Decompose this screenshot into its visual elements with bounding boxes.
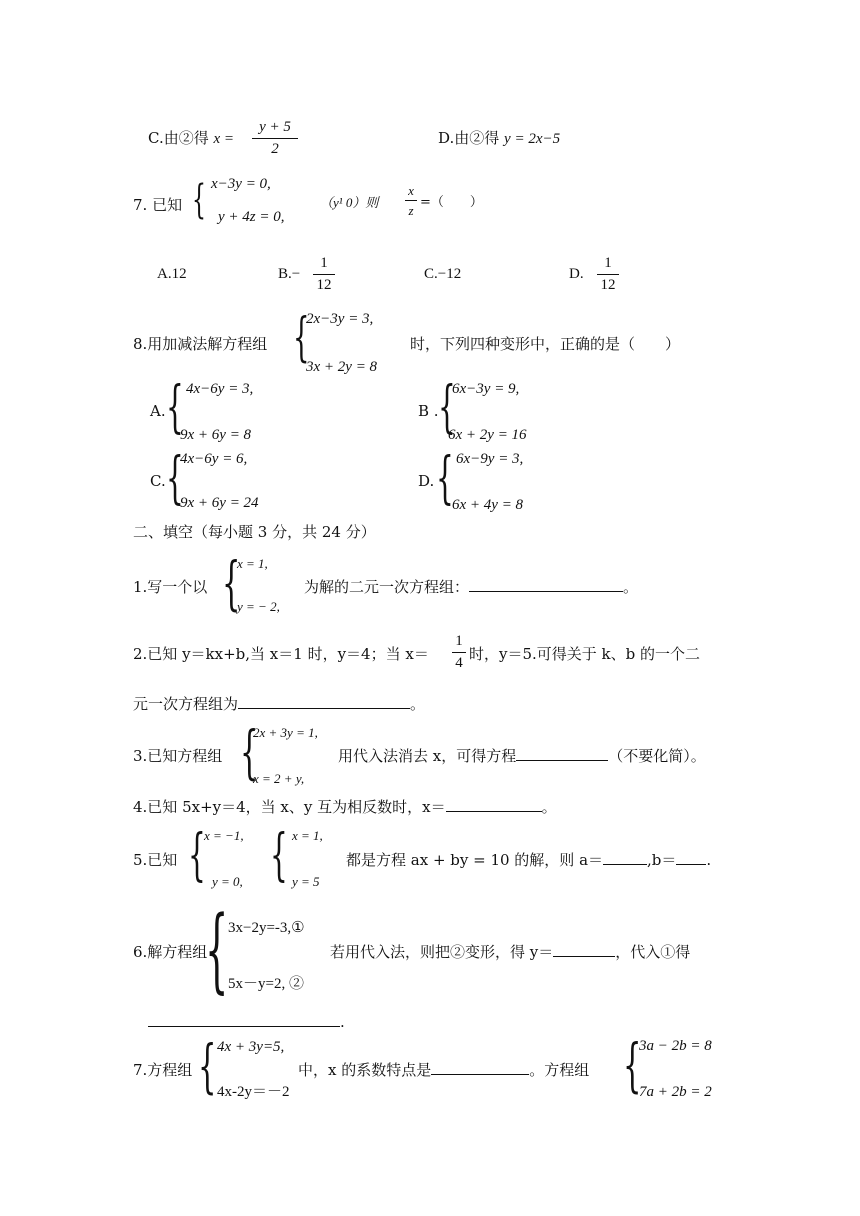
fraction-denominator: 12 — [316, 277, 332, 293]
f6-line2 — [148, 1015, 345, 1030]
fraction-denominator: 2 — [271, 141, 279, 157]
q7-option-c: C.−12 — [424, 266, 462, 282]
f3-eq1: 2x + 3y = 1, — [253, 725, 318, 740]
fraction-numerator: y + 5 — [259, 119, 291, 135]
f5-set1-eq2: y = 0, — [212, 874, 243, 889]
f5-a-blank[interactable] — [603, 864, 647, 865]
q8-option-c-eq1: 4x−6y = 6, — [180, 451, 248, 467]
q7-condition: （y¹ 0）则 — [320, 195, 379, 210]
q6-option-c-prefix: C.由②得 — [148, 129, 209, 147]
f7-tail: 中，x 的系数特点是 — [298, 1061, 432, 1079]
fraction-denominator: 4 — [455, 655, 463, 671]
fraction-numerator: x — [408, 183, 414, 198]
left-brace-icon: { — [166, 375, 184, 440]
f5-label: 5.已知 — [133, 851, 178, 869]
f2-line2-text: 元一次方程组为 — [133, 695, 239, 713]
f5-end: . — [706, 851, 712, 869]
f7-eq2: 4x-2y＝－2 — [217, 1084, 290, 1100]
f2-end: 。 — [410, 695, 426, 713]
f2-text1: 2.已知 y＝kx+b,当 x＝1 时，y＝4；当 x＝ — [133, 645, 429, 663]
left-brace-icon: { — [436, 446, 454, 511]
q6-option-c-lhs: x = — [213, 131, 235, 147]
left-brace-icon: { — [623, 1031, 642, 1099]
q7-option-d-prefix: D. — [569, 266, 584, 282]
left-brace-icon: { — [293, 308, 310, 368]
f6-tail2: ，代入①得 — [615, 943, 691, 961]
left-brace-icon: { — [205, 896, 229, 1003]
q8-option-a-eq1: 4x−6y = 3, — [186, 381, 254, 397]
f5-set2-eq1: x = 1, — [292, 828, 323, 843]
f5-set1-eq1: x = −1, — [204, 828, 244, 843]
fraction-denominator: z — [408, 203, 414, 218]
fraction-numerator: 1 — [604, 255, 612, 271]
f1-tail: 为解的二元一次方程组： — [304, 578, 470, 596]
f4-text: 4.已知 5x+y＝4，当 x、y 互为相反数时，x＝ — [133, 798, 446, 816]
f5-mid: ,b＝ — [647, 851, 677, 869]
f6-text — [330, 945, 690, 960]
q6-option-d-prefix: D.由②得 — [438, 129, 500, 147]
f3-end: （不要化简）。 — [608, 747, 706, 765]
f2-line2 — [133, 697, 425, 712]
q8-label: 8.用加减法解方程组 — [133, 335, 268, 353]
f6-eq2: 5x－y=2, ② — [228, 976, 304, 992]
q6-option-c — [148, 131, 234, 147]
f3-tail: 用代入法消去 x，可得方程 — [338, 747, 517, 765]
left-brace-icon: { — [270, 823, 288, 888]
f1-eq2: y = − 2, — [237, 599, 280, 614]
q8-option-a-label: A. — [150, 402, 166, 420]
q7-label: 7. 已知 — [133, 196, 183, 214]
left-brace-icon: { — [222, 549, 241, 617]
left-brace-icon: { — [188, 823, 206, 888]
q8-option-b-label: B . — [418, 402, 439, 420]
fraction-denominator: 12 — [600, 277, 616, 293]
q8-eq1: 2x−3y = 3, — [306, 311, 374, 327]
q7-option-d-fraction — [597, 256, 619, 293]
f7-right-eq1: 3a − 2b = 8 — [639, 1038, 712, 1054]
f1-label: 1.写一个以 — [133, 578, 208, 596]
left-brace-icon: { — [240, 718, 259, 786]
f6-eq1: 3x−2y=-3,① — [228, 920, 305, 936]
f7-eq1: 4x + 3y=5, — [217, 1039, 285, 1055]
left-brace-icon: { — [192, 177, 206, 223]
q6-option-c-fraction — [252, 120, 298, 157]
left-brace-icon: { — [166, 446, 184, 511]
q7-option-a: A.12 — [157, 266, 187, 282]
f7-answer-blank[interactable] — [431, 1074, 529, 1075]
q8-option-b-eq1: 6x−3y = 9, — [452, 381, 520, 397]
f6-y-blank[interactable] — [553, 956, 615, 957]
f7-text — [298, 1063, 589, 1078]
f2-fraction — [452, 634, 466, 671]
f1-eq1: x = 1, — [237, 556, 268, 571]
left-brace-icon: { — [198, 1032, 217, 1100]
f1-end: 。 — [623, 578, 639, 596]
q8-option-b-eq2: 6x + 2y = 16 — [448, 427, 527, 443]
f4-answer-blank[interactable] — [446, 811, 542, 812]
q8-option-d-eq1: 6x−9y = 3, — [456, 451, 524, 467]
f1-text — [304, 580, 638, 595]
f5-text — [346, 853, 711, 868]
q8-option-a-eq2: 9x + 6y = 8 — [180, 427, 252, 443]
f5-tail: 都是方程 ax + by = 10 的解，则 a＝ — [346, 851, 604, 869]
q7-eq2: y + 4z = 0, — [218, 209, 285, 225]
f6-tail: 若用代入法，则把②变形，得 y＝ — [330, 943, 554, 961]
q7-option-b-fraction — [313, 256, 335, 293]
f3-answer-blank[interactable] — [516, 760, 608, 761]
q8-eq2: 3x + 2y = 8 — [306, 359, 378, 375]
f2-text2: 时，y＝5.可得关于 k、b 的一个二 — [469, 645, 701, 663]
fraction-numerator: 1 — [320, 255, 328, 271]
q6-option-d — [438, 131, 560, 147]
f3-label: 3.已知方程组 — [133, 747, 223, 765]
q8-option-d-label: D. — [418, 472, 435, 490]
f7-label: 7.方程组 — [133, 1061, 193, 1079]
f3-eq2: x = 2 + y, — [253, 771, 305, 786]
q7-option-b-prefix: B.− — [278, 266, 301, 282]
q7-fraction — [405, 184, 417, 217]
q8-option-c-eq2: 9x + 6y = 24 — [180, 495, 259, 511]
f2-answer-blank[interactable] — [238, 708, 410, 709]
f4-end: 。 — [541, 798, 557, 816]
f7-right-eq2: 7a + 2b = 2 — [639, 1084, 712, 1100]
f7-tail2: 。方程组 — [529, 1061, 590, 1079]
q8-option-c-label: C. — [150, 472, 166, 490]
section-title: 二、填空（每小题 3 分，共 24 分） — [133, 523, 376, 541]
f5-set2-eq2: y = 5 — [292, 874, 320, 889]
q7-tail: =（ ） — [420, 195, 483, 210]
f6-end: . — [340, 1013, 345, 1031]
f1-answer-blank[interactable] — [469, 591, 623, 592]
f6-substitute-blank[interactable] — [148, 1026, 340, 1027]
q8-tail: 时，下列四种变形中，正确的是（ ） — [410, 335, 681, 353]
f4-line — [133, 800, 557, 815]
f6-label: 6.解方程组 — [133, 943, 208, 961]
f3-text — [338, 749, 706, 764]
f5-b-blank[interactable] — [676, 864, 706, 865]
q6-option-d-expr: y = 2x−5 — [504, 131, 561, 147]
q7-eq1: x−3y = 0, — [211, 176, 271, 192]
q8-option-d-eq2: 6x + 4y = 8 — [452, 497, 524, 513]
left-brace-icon: { — [438, 375, 456, 440]
fraction-numerator: 1 — [455, 633, 463, 649]
